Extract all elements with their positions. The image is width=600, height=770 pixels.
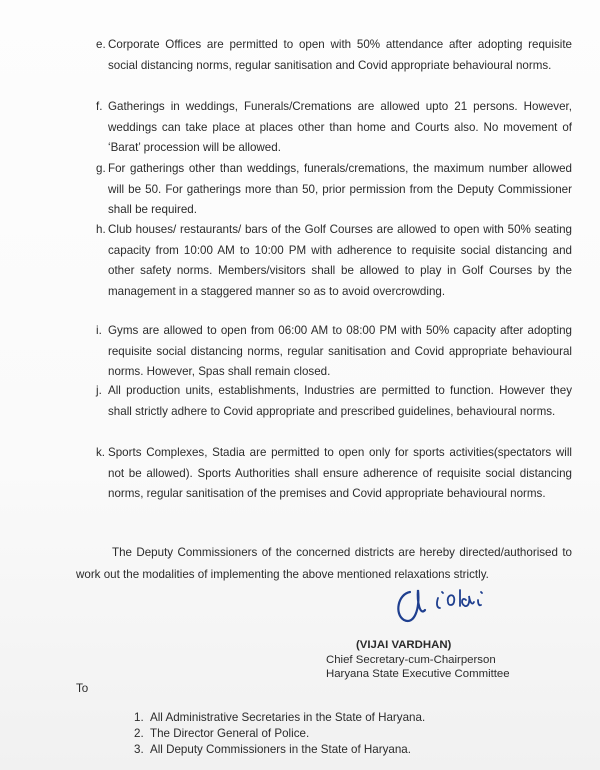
item-text: All production units, establishments, Industries are permitted to function. However they shall strictly adhere to Covid appropriate and prescribed guidelines, behavioural norms. [108,384,572,418]
recipient-item [134,710,425,725]
item-label: g. [96,162,106,175]
item-label: e. [96,38,106,51]
item-text: Gatherings in weddings, Funerals/Cremations are allowed upto 21 persons. However, weddings can take place at places other than home and Courts also. No movement of ‘Barat’ procession will be allowed. [108,100,572,154]
recipient-text: All Administrative Secretaries in the State of Haryana. [150,711,426,724]
list-item-j [96,381,572,422]
recipient-item [134,726,309,741]
recipient-item [134,742,411,757]
signature-block [326,638,510,682]
list-item-k [96,443,572,505]
list-item-e [96,35,572,76]
list-item-g [96,159,572,221]
list-item-f [96,97,572,159]
item-label: j. [96,384,102,397]
recipient-text: The Director General of Police. [150,727,310,740]
list-item-h [96,220,572,302]
recipient-number: 3. [134,743,144,756]
item-label: h. [96,223,106,236]
handwritten-signature [390,580,510,625]
item-text: Gyms are allowed to open from 06:00 AM to 08:00 PM with 50% capacity after adopting requisite social distancing norms, regular sanitisation and Covid appropriate behavioural norms. However, Spas shall remain closed. [108,324,572,378]
to-label: To [76,682,89,695]
item-text: Club houses/ restaurants/ bars of the Golf Courses are allowed to open with 50% seating capacity from 10:00 AM to 10:00 PM with adherence to requisite social distancing and other safety norms. Members/visitors shall be allowed to play in Golf Courses by the management in a staggered manner so as to avoid overcrowding. [108,223,572,298]
signatory-designation: Chief Secretary-cum-Chairperson [326,653,496,666]
item-text: Sports Complexes, Stadia are permitted to open only for sports activities(spectators will not be allowed). Sports Authorities shall ensure adherence of requisite social distancing norms, regular sanitisation of the premises and Covid appropriate behavioural norms. [108,446,572,500]
recipient-text: All Deputy Commissioners in the State of Haryana. [150,743,411,756]
recipient-number: 1. [134,711,144,724]
item-text: For gatherings other than weddings, funerals/cremations, the maximum number allowed will be 50. For gatherings more than 50, prior permission from the Deputy Commissioner shall be required. [108,162,572,216]
signatory-office: Haryana State Executive Committee [326,668,510,680]
item-label: k. [96,446,106,459]
recipient-number: 2. [134,727,144,740]
signatory-name: (VIJAI VARDHAN) [356,639,452,651]
item-label: f. [96,100,103,113]
item-text: Corporate Offices are permitted to open with 50% attendance after adopting requisite social distancing norms, regular sanitisation and Covid appropriate behavioural norms. [108,38,572,72]
closing-paragraph: The Deputy Commissioners of the concerned districts are hereby directed/authorised to work out the modalities of implementing the above mentioned relaxations strictly. [76,546,572,581]
list-item-i [96,321,572,383]
item-label: i. [96,324,102,337]
